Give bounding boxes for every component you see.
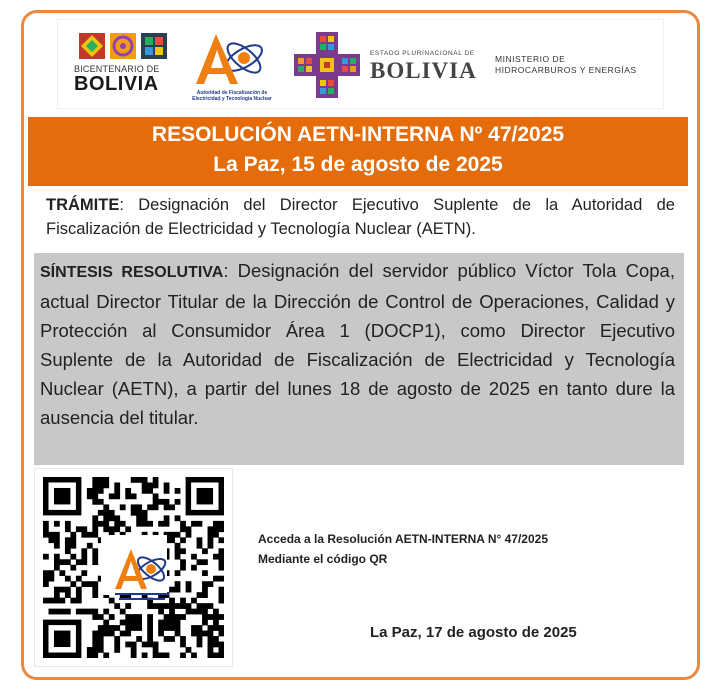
sintesis-text: : Designación del servidor público Víctor Tola Copa, actual Director Titular de la Dirección de Control de Operaciones, Calidad y Protección al Consumidor Área 1 (DOCP1), como Director Ejecutivo Suplente de la Autoridad de Fiscalización de Electricidad y Tecnología Nuclear (AETN), a partir del lunes 18 de agosto de 2025 en tanto dure la ausencia del titular. — [40, 260, 675, 428]
access-line-1: Acceda a la Resolución AETN-INTERNA N° 47/2025 — [258, 532, 548, 546]
qr-aetn-atom-icon — [109, 543, 175, 603]
resolution-title: RESOLUCIÓN AETN-INTERNA Nº 47/2025 — [151, 123, 565, 146]
ministerio-line-2: HIDROCARBUROS Y ENERGÍAS — [495, 65, 637, 75]
estado-small-text: ESTADO PLURINACIONAL DE — [370, 50, 475, 57]
estado-big-text: BOLIVIA — [370, 58, 477, 83]
resolution-banner — [28, 117, 688, 186]
qr-aetn-logo — [101, 535, 167, 595]
aetn-caption: Autoridad de Fiscalización de Electricidad y Tecnología Nuclear — [192, 90, 272, 102]
bicentenario-mark-1-icon — [78, 32, 106, 60]
tramite-text: : Designación del Director Ejecutivo Suplente de la Autoridad de Fiscalización de Electricidad y Tecnología Nuclear (AETN). — [46, 196, 675, 238]
sintesis-panel — [34, 253, 684, 465]
bicentenario-mark-3-icon — [140, 32, 168, 60]
aetn-atom-icon — [186, 28, 278, 90]
qr-access-note — [258, 529, 548, 569]
footer-date: La Paz, 17 de agosto de 2025 — [370, 624, 577, 641]
bicentenario-small-text: BICENTENARIO DE — [74, 64, 160, 74]
aetn-logo — [186, 28, 278, 106]
access-line-2: Mediante el código QR — [258, 552, 388, 566]
bicentenario-mark-2-icon — [109, 32, 137, 60]
ministerio-line-1: MINISTERIO DE — [495, 54, 566, 64]
ministerio-logo — [495, 54, 637, 76]
tramite-label: TRÁMITE — [46, 196, 120, 214]
chakana-icon — [290, 32, 364, 98]
tramite-paragraph — [46, 193, 675, 241]
resolution-date: La Paz, 15 de agosto de 2025 — [213, 153, 503, 176]
estado-plurinacional-logo — [290, 32, 480, 98]
qr-code[interactable] — [35, 469, 232, 666]
bicentenario-logo — [74, 32, 174, 102]
logo-strip — [58, 20, 663, 108]
bicentenario-big-text: BOLIVIA — [74, 73, 159, 95]
sintesis-label: SÍNTESIS RESOLUTIVA — [40, 264, 224, 281]
